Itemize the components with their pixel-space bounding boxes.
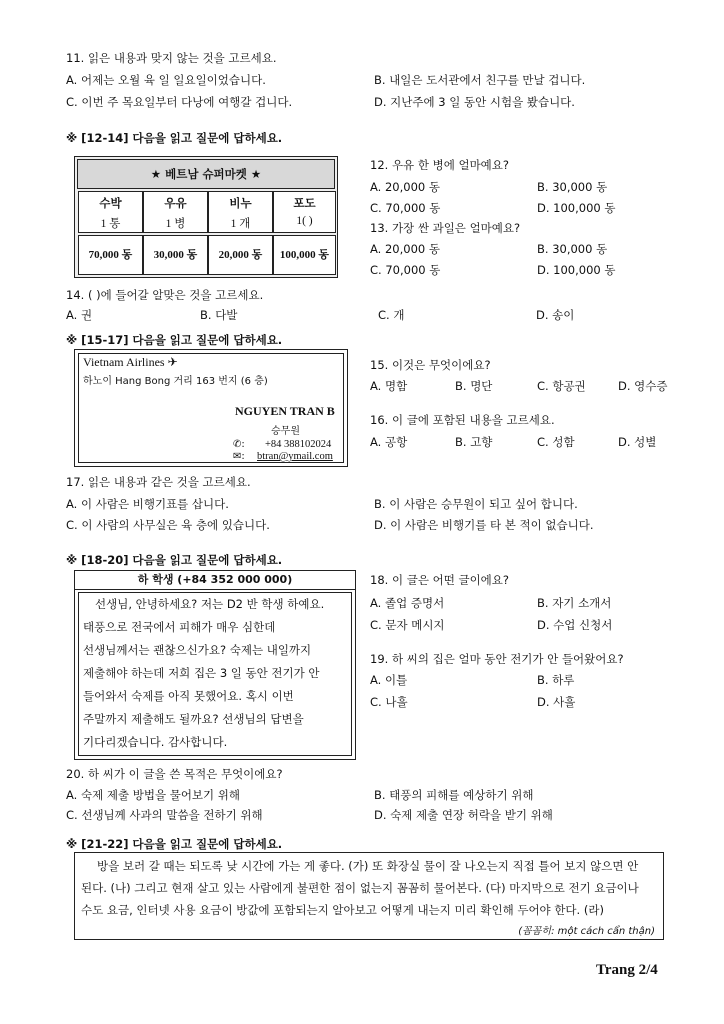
q17-option-d[interactable]: D. 이 사람은 비행기를 타 본 적이 없습니다. [374, 518, 594, 532]
q17-option-a[interactable]: A. 이 사람은 비행기표를 삽니다. [66, 497, 229, 511]
q13-option-b[interactable]: B. 30,000 동 [537, 242, 608, 256]
q13-option-d[interactable]: D. 100,000 동 [537, 263, 616, 277]
q15-stem: 15. 이것은 무엇이에요? [370, 358, 491, 372]
q17-stem: 17. 읽은 내용과 같은 것을 고르세요. [66, 475, 251, 489]
q20-option-d[interactable]: D. 숙제 제출 연장 허락을 받기 위해 [374, 808, 553, 822]
section-header-18-20: ※ [18-20] 다음을 읽고 질문에 답하세요. [66, 553, 283, 567]
q20-option-a[interactable]: A. 숙제 제출 방법을 물어보기 위해 [66, 788, 241, 802]
q11-option-c[interactable]: C. 이번 주 목요일부터 다낭에 여행갈 겁니다. [66, 95, 293, 109]
q18-stem: 18. 이 글은 어떤 글이에요? [370, 573, 509, 587]
q16-option-d[interactable]: D. 성별 [618, 435, 657, 449]
q16-stem: 16. 이 글에 포함된 내용을 고르세요. [370, 413, 555, 427]
market-item-price: 30,000 동 [143, 235, 208, 275]
q19-option-d[interactable]: D. 사흘 [537, 695, 576, 709]
passage-line: 된다. (나) 그리고 현재 살고 있는 사람에게 불편한 점이 없는지 꼼꼼히 물어본다. (다) 마지막으로 전기 요금이나 [81, 881, 639, 895]
market-item-qty: 1( ) [296, 215, 313, 227]
q16-option-a[interactable]: A. 공항 [370, 435, 408, 449]
reading-passage [74, 852, 664, 940]
supermarket-table [74, 156, 338, 278]
q19-option-c[interactable]: C. 나흘 [370, 695, 408, 709]
q18-option-d[interactable]: D. 수업 신청서 [537, 618, 613, 632]
q20-option-c[interactable]: C. 선생님께 사과의 말씀을 전하기 위해 [66, 808, 263, 822]
message-line: 선생님, 안녕하세요? 저는 D2 반 학생 하예요. [95, 597, 325, 611]
section-header-15-17: ※ [15-17] 다음을 읽고 질문에 답하세요. [66, 333, 283, 347]
q17-option-b[interactable]: B. 이 사람은 승무원이 되고 싶어 합니다. [374, 497, 578, 511]
q14-option-a[interactable]: A. 권 [66, 308, 93, 322]
section-header-12-14: ※ [12-14] 다음을 읽고 질문에 답하세요. [66, 131, 283, 145]
q12-option-c[interactable]: C. 70,000 동 [370, 201, 441, 215]
q18-option-b[interactable]: B. 자기 소개서 [537, 596, 612, 610]
card-phone: +84 388102024 [265, 439, 332, 450]
supermarket-title: ★ 베트남 슈퍼마켓 ★ [77, 159, 335, 189]
q11-option-b[interactable]: B. 내일은 도서관에서 친구를 만날 겁니다. [374, 73, 586, 87]
card-airline: Vietnam Airlines ✈ [83, 355, 178, 369]
market-item-name: 우유 [164, 196, 187, 210]
text-message-box [74, 570, 356, 760]
q19-option-b[interactable]: B. 하루 [537, 673, 575, 687]
market-item-cell [143, 191, 208, 233]
q15-option-b[interactable]: B. 명단 [455, 379, 493, 393]
market-item-cell [78, 191, 143, 233]
market-item-qty: 1 병 [165, 218, 186, 230]
q11-stem: 11. 읽은 내용과 맞지 않는 것을 고르세요. [66, 51, 277, 65]
q14-stem: 14. ( )에 들어갈 알맞은 것을 고르세요. [66, 288, 264, 302]
market-item-cell [273, 191, 336, 233]
q15-option-d[interactable]: D. 영수증 [618, 379, 668, 393]
q12-stem: 12. 우유 한 병에 얼마예요? [370, 158, 509, 172]
q14-option-c[interactable]: C. 개 [378, 308, 405, 322]
message-line: 들어와서 숙제를 아직 못했어요. 혹시 이번 [83, 689, 294, 703]
q16-option-b[interactable]: B. 고향 [455, 435, 493, 449]
q12-option-b[interactable]: B. 30,000 동 [537, 180, 608, 194]
market-item-qty: 1 통 [100, 218, 121, 230]
q19-stem: 19. 하 씨의 집은 얼마 동안 전기가 안 들어왔어요? [370, 652, 624, 666]
passage-line: 수도 요금, 인터넷 사용 요금이 방값에 포함되는지 알아보고 어떻게 내는지 미리 확인해 두어야 한다. (라) [81, 903, 604, 917]
passage-line: 방을 보러 갈 때는 되도록 낮 시간에 가는 게 좋다. (가) 또 화장실 물이 잘 나오는지 직접 틀어 보지 않으면 안 [97, 859, 639, 873]
market-item-name: 수박 [99, 196, 122, 210]
q18-option-a[interactable]: A. 졸업 증명서 [370, 596, 445, 610]
message-line: 주말까지 제출해도 될까요? 선생님의 답변을 [83, 712, 304, 726]
q15-option-c[interactable]: C. 항공권 [537, 379, 586, 393]
q12-option-d[interactable]: D. 100,000 동 [537, 201, 616, 215]
q16-option-c[interactable]: C. 성함 [537, 435, 575, 449]
section-header-21-22: ※ [21-22] 다음을 읽고 질문에 답하세요. [66, 837, 283, 851]
q14-option-b[interactable]: B. 다발 [200, 308, 238, 322]
q19-option-a[interactable]: A. 이틀 [370, 673, 408, 687]
market-item-price: 100,000 동 [273, 235, 336, 275]
market-item-price: 70,000 동 [78, 235, 143, 275]
q20-option-b[interactable]: B. 태풍의 피해를 예상하기 위해 [374, 788, 534, 802]
phone-icon: ✆: [233, 439, 245, 450]
message-line: 선생님께서는 괜찮으신가요? 숙제는 내일까지 [83, 643, 312, 657]
mail-icon: ✉: [233, 451, 245, 462]
q14-option-d[interactable]: D. 송이 [536, 308, 575, 322]
market-item-cell [208, 191, 273, 233]
message-line: 태풍으로 전국에서 피해가 매우 심한데 [83, 620, 276, 634]
market-item-name: 포도 [293, 196, 316, 210]
passage-note: (꼼꼼히: một cách cẩn thận) [518, 926, 655, 937]
q13-stem: 13. 가장 싼 과일은 얼마예요? [370, 221, 521, 235]
card-email: btran@ymail.com [257, 451, 333, 462]
card-name: NGUYEN TRAN B [235, 404, 335, 418]
message-line: 기다리겠습니다. 감사합니다. [83, 735, 228, 749]
page-number: Trang 2/4 [596, 962, 658, 978]
q15-option-a[interactable]: A. 명함 [370, 379, 408, 393]
q18-option-c[interactable]: C. 문자 메시지 [370, 618, 445, 632]
q11-option-a[interactable]: A. 어제는 오월 육 일 일요일이었습니다. [66, 73, 266, 87]
card-role: 승무원 [271, 426, 300, 437]
message-line: 제출해야 하는데 저희 집은 3 일 동안 전기가 안 [83, 666, 320, 680]
market-item-name: 비누 [229, 196, 252, 210]
market-item-price: 20,000 동 [208, 235, 273, 275]
q20-stem: 20. 하 씨가 이 글을 쓴 목적은 무엇이에요? [66, 767, 283, 781]
message-header: 하 학생 (+84 352 000 000) [75, 571, 355, 590]
q13-option-a[interactable]: A. 20,000 동 [370, 242, 440, 256]
q13-option-c[interactable]: C. 70,000 동 [370, 263, 441, 277]
market-item-qty: 1 개 [230, 218, 251, 230]
card-address: 하노이 Hang Bong 거리 163 번지 (6 층) [83, 376, 268, 387]
business-card [74, 349, 348, 467]
q12-option-a[interactable]: A. 20,000 동 [370, 180, 440, 194]
q11-option-d[interactable]: D. 지난주에 3 일 동안 시험을 봤습니다. [374, 95, 575, 109]
q17-option-c[interactable]: C. 이 사람의 사무실은 육 층에 있습니다. [66, 518, 270, 532]
